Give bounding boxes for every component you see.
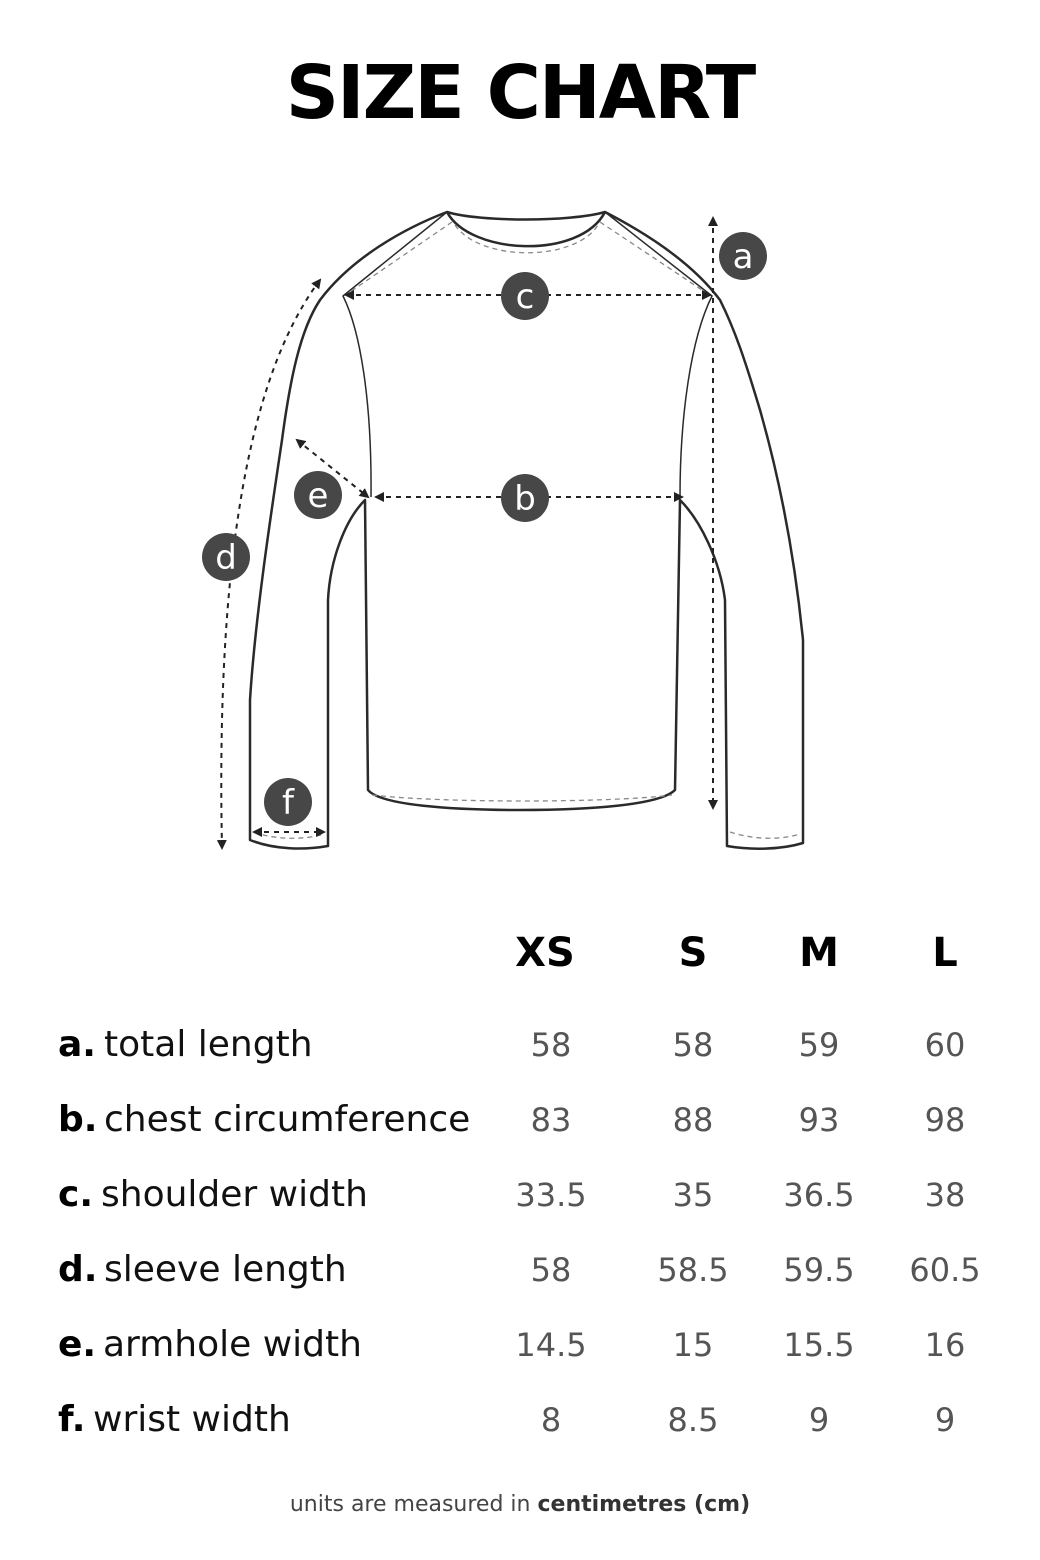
row-letter: f.: [58, 1399, 86, 1440]
table-cell: 36.5: [783, 1176, 855, 1214]
table-cell: 60: [924, 1026, 966, 1064]
table-cell: 33.5: [515, 1176, 587, 1214]
table-cell: 9: [934, 1401, 956, 1439]
table-cell: 83: [530, 1101, 572, 1139]
size-header-m: M: [799, 930, 839, 976]
table-cell: 14.5: [515, 1326, 587, 1364]
row-label: wrist width: [93, 1399, 291, 1440]
table-cell: 35: [672, 1176, 714, 1214]
table-cell: 58: [530, 1026, 572, 1064]
table-cell: 59.5: [783, 1251, 855, 1289]
table-cell: 58: [530, 1251, 572, 1289]
table-cell: 8.5: [667, 1401, 719, 1439]
table-cell: 93: [798, 1101, 840, 1139]
row-label: chest circumference: [104, 1099, 471, 1140]
row-letter: b.: [58, 1099, 98, 1140]
marker-f: [264, 778, 312, 826]
table-row: [0, 1249, 1040, 1309]
svg-text:c: c: [515, 277, 535, 317]
row-letter: e.: [58, 1324, 97, 1365]
size-header-l: L: [932, 930, 958, 976]
table-cell: 15: [672, 1326, 714, 1364]
footnote-unit: centimetres (cm): [537, 1492, 751, 1517]
table-row: [0, 1099, 1040, 1159]
table-cell: 58: [672, 1026, 714, 1064]
size-header-s: S: [678, 930, 708, 976]
row-letter: a.: [58, 1024, 96, 1065]
row-label: sleeve length: [104, 1249, 347, 1290]
footnote-prefix: units are measured in: [289, 1492, 531, 1517]
row-label: armhole width: [103, 1324, 362, 1365]
svg-text:b: b: [514, 479, 536, 519]
size-header-xs: XS: [515, 930, 575, 976]
svg-text:a: a: [732, 237, 754, 277]
marker-c: [501, 272, 549, 320]
row-letter: d.: [58, 1249, 98, 1290]
row-label: shoulder width: [101, 1174, 368, 1215]
marker-b: [501, 474, 549, 522]
table-row: [0, 1399, 1040, 1459]
table-cell: 8: [540, 1401, 562, 1439]
table-row: [0, 1024, 1040, 1084]
table-cell: 16: [924, 1326, 966, 1364]
table-row: [0, 1324, 1040, 1384]
marker-a: [719, 232, 767, 280]
svg-text:d: d: [215, 538, 237, 578]
table-cell: 38: [924, 1176, 966, 1214]
table-cell: 88: [672, 1101, 714, 1139]
table-cell: 60.5: [909, 1251, 981, 1289]
marker-d: [202, 533, 250, 581]
marker-e: [294, 471, 342, 519]
units-footnote: [0, 1492, 1040, 1517]
table-cell: 15.5: [783, 1326, 855, 1364]
svg-text:e: e: [307, 476, 329, 516]
table-cell: 58.5: [657, 1251, 729, 1289]
page-title: SIZE CHART: [285, 50, 755, 136]
row-letter: c.: [58, 1174, 94, 1215]
table-cell: 9: [808, 1401, 830, 1439]
table-row: [0, 1174, 1040, 1234]
table-cell: 59: [798, 1026, 840, 1064]
row-label: total length: [104, 1024, 313, 1065]
svg-text:f: f: [282, 783, 294, 823]
table-cell: 98: [924, 1101, 966, 1139]
